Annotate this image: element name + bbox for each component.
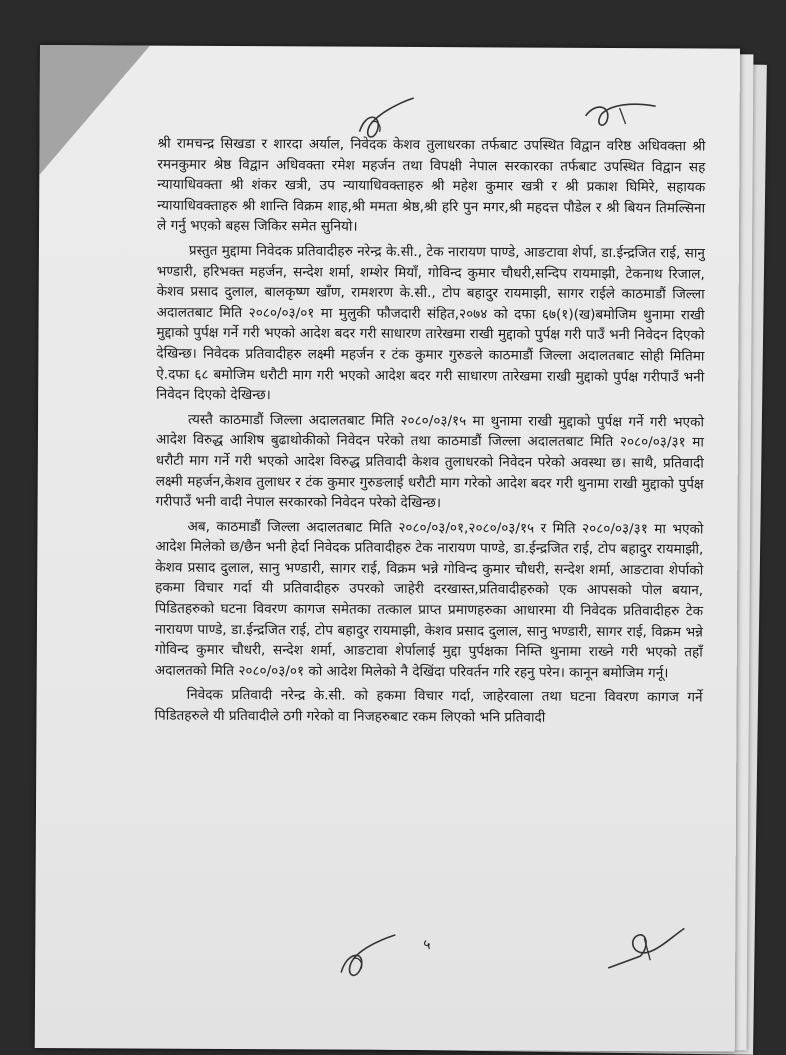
document-page: [35, 45, 740, 1052]
paragraph: श्री रामचन्द्र सिखडा र शारदा अर्याल, निवेदक केशव तुलाधरका तर्फबाट उपस्थित विद्वान वरिष्ठ अधिवक्ता श्री रमनकुमार श्रेष्ठ विद्वान अधिवक्ता रमेश महर्जन तथा विपक्षी नेपाल सरकारका तर्फबाट उपस्थित विद्वान सह न्यायाधिवक्ता श्री शंकर खत्री, उप न्यायाधिवक्ताहरु श्री महेश कुमार खत्री र श्री प्रकाश घिमिरे, सहायक न्यायाधिवक्ताहरु श्री शान्ति विक्रम शाह,श्री ममता श्रेष्ठ,श्री हरि पुन मगर,श्री महदत्त पौडेल र श्री बियन तिमल्सिना ले गर्नु भएको बहस जिकिर समेत सुनियो।: [157, 135, 706, 236]
signature-bottom-right: [600, 916, 690, 976]
paragraph: त्यस्तै काठमाडौं जिल्ला अदालतबाट मिति २०८०/०३/१५ मा थुनामा राखी मुद्दाको पुर्पक्ष गर्ने गरी भएको आदेश विरुद्ध आशिष बुढाथोकीको निवेदन परेको तथा काठमाडौं जिल्ला अदालतबाट मिति २०८०/०३/३१ मा धरौटी माग गर्ने गरी भएको आदेश विरुद्ध प्रतिवादी केशव तुलाधरको निवेदन परेको अवस्था छ। साथै, प्रतिवादी लक्ष्मी महर्जन,केशव तुलाधर र टंक कुमार गुरुङलाई धरौटी माग गरेको आदेश बदर गरी थुनामा राखी मुद्दाको पुर्पक्ष गरीपाउँ भनी वादी नेपाल सरकारको निवेदन परेको देखिन्छ।: [155, 411, 705, 512]
signature-bottom-left: [331, 927, 401, 987]
folded-corner: [39, 45, 150, 176]
paragraph: निवेदक प्रतिवादी नरेन्द्र के.सी. को हकमा विचार गर्दा, जाहेरवाला तथा घटना विवरण कागज गर्ने पिडितहरुले यी प्रतिवादीले ठगी गरेको वा निजहरुबाट रकम लिएको भनि प्रतिवादी: [154, 687, 703, 726]
signature-top-right: [580, 88, 660, 138]
page-number: ५: [423, 937, 431, 954]
document-body: [154, 134, 705, 733]
paragraph: अब, काठमाडौं जिल्ला अदालतबाट मिति २०८०/०३/०१,२०८०/०३/१५ र मिति २०८०/०३/३१ मा भएको आदेश मिलेको छ/छैन भनी हेर्दा निवेदक प्रतिवादीहरु टेक नारायण पाण्डे, डा.ईन्द्रजित राई, टोप बहादुर रायमाझी, केशव प्रसाद दुलाल, सानु भण्डारी, सागर राई, विक्रम भन्ने गोविन्द कुमार चौधरी, सन्देश शर्मा, आङटावा शेर्पाको हकमा विचार गर्दा यी प्रतिवादीहरु उपरको जाहेरी दरखास्त,प्रतिवादीहरुको एक आपसको पोल बयान, पिडितहरुको घटना विवरण कागज समेतका तत्काल प्राप्त प्रमाणहरुका आधारमा यी निवेदक प्रतिवादीहरु टेक नारायण पाण्डे, डा.ईन्द्रजित राई, टोप बहादुर रायमाझी, केशव प्रसाद दुलाल, सानु भण्डारी, सागर राई, विक्रम भन्ने गोविन्द कुमार चौधरी, सन्देश शर्मा, आङटावा शेर्पालाई मुद्दा पुर्पक्षका निम्ति थुनामा राख्ने गरी भएको तहाँ अदालतको मिति २०८०/०३/०१ को आदेश मिलेको नै देखिंदा परिवर्तन गरि रहनु परेन। कानून बमोजिम गर्नू।: [154, 518, 704, 682]
paragraph: प्रस्तुत मुद्दामा निवेदक प्रतिवादीहरु नरेन्द्र के.सी., टेक नारायण पाण्डे, आङटावा शेर्पा, डा.ईन्द्रजित राई, सानु भण्डारी, हरिभक्त महर्जन, सन्देश शर्मा, शम्शेर मियाँ, गोविन्द कुमार चौधरी,सन्दिप रायमाझी, टेकनाथ रिजाल, केशव प्रसाद दुलाल, बालकृष्ण खाँण, रामशरण के.सी., टोप बहादुर रायमाझी, सागर राईले काठमाडौं जिल्ला अदालतबाट मिति २०८०/०३/०१ मा मुलुकी फौजदारी संहित,२०७४ को दफा ६७(१)(ख)बमोजिम थुनामा राखी मुद्दाको पुर्पक्ष गर्ने गरी भएको आदेश बदर गरी साधारण तारेखमा राखी मुद्दाको पुर्पक्ष गरी पाउँ भनी निवेदन दिएको देखिन्छ। निवेदक प्रतिवादीहरु लक्ष्मी महर्जन र टंक कुमार गुरुङले काठमाडौं जिल्ला अदालतबाट सोही मितिमा ऐ.दफा ६८ बमोजिम धरौटी माग गरी भएको आदेश बदर गरी साधारण तारेखमा राखी मुद्दाको पुर्पक्ष गरीपाउँ भनी निवेदन दिएको देखिन्छ।: [156, 242, 705, 404]
